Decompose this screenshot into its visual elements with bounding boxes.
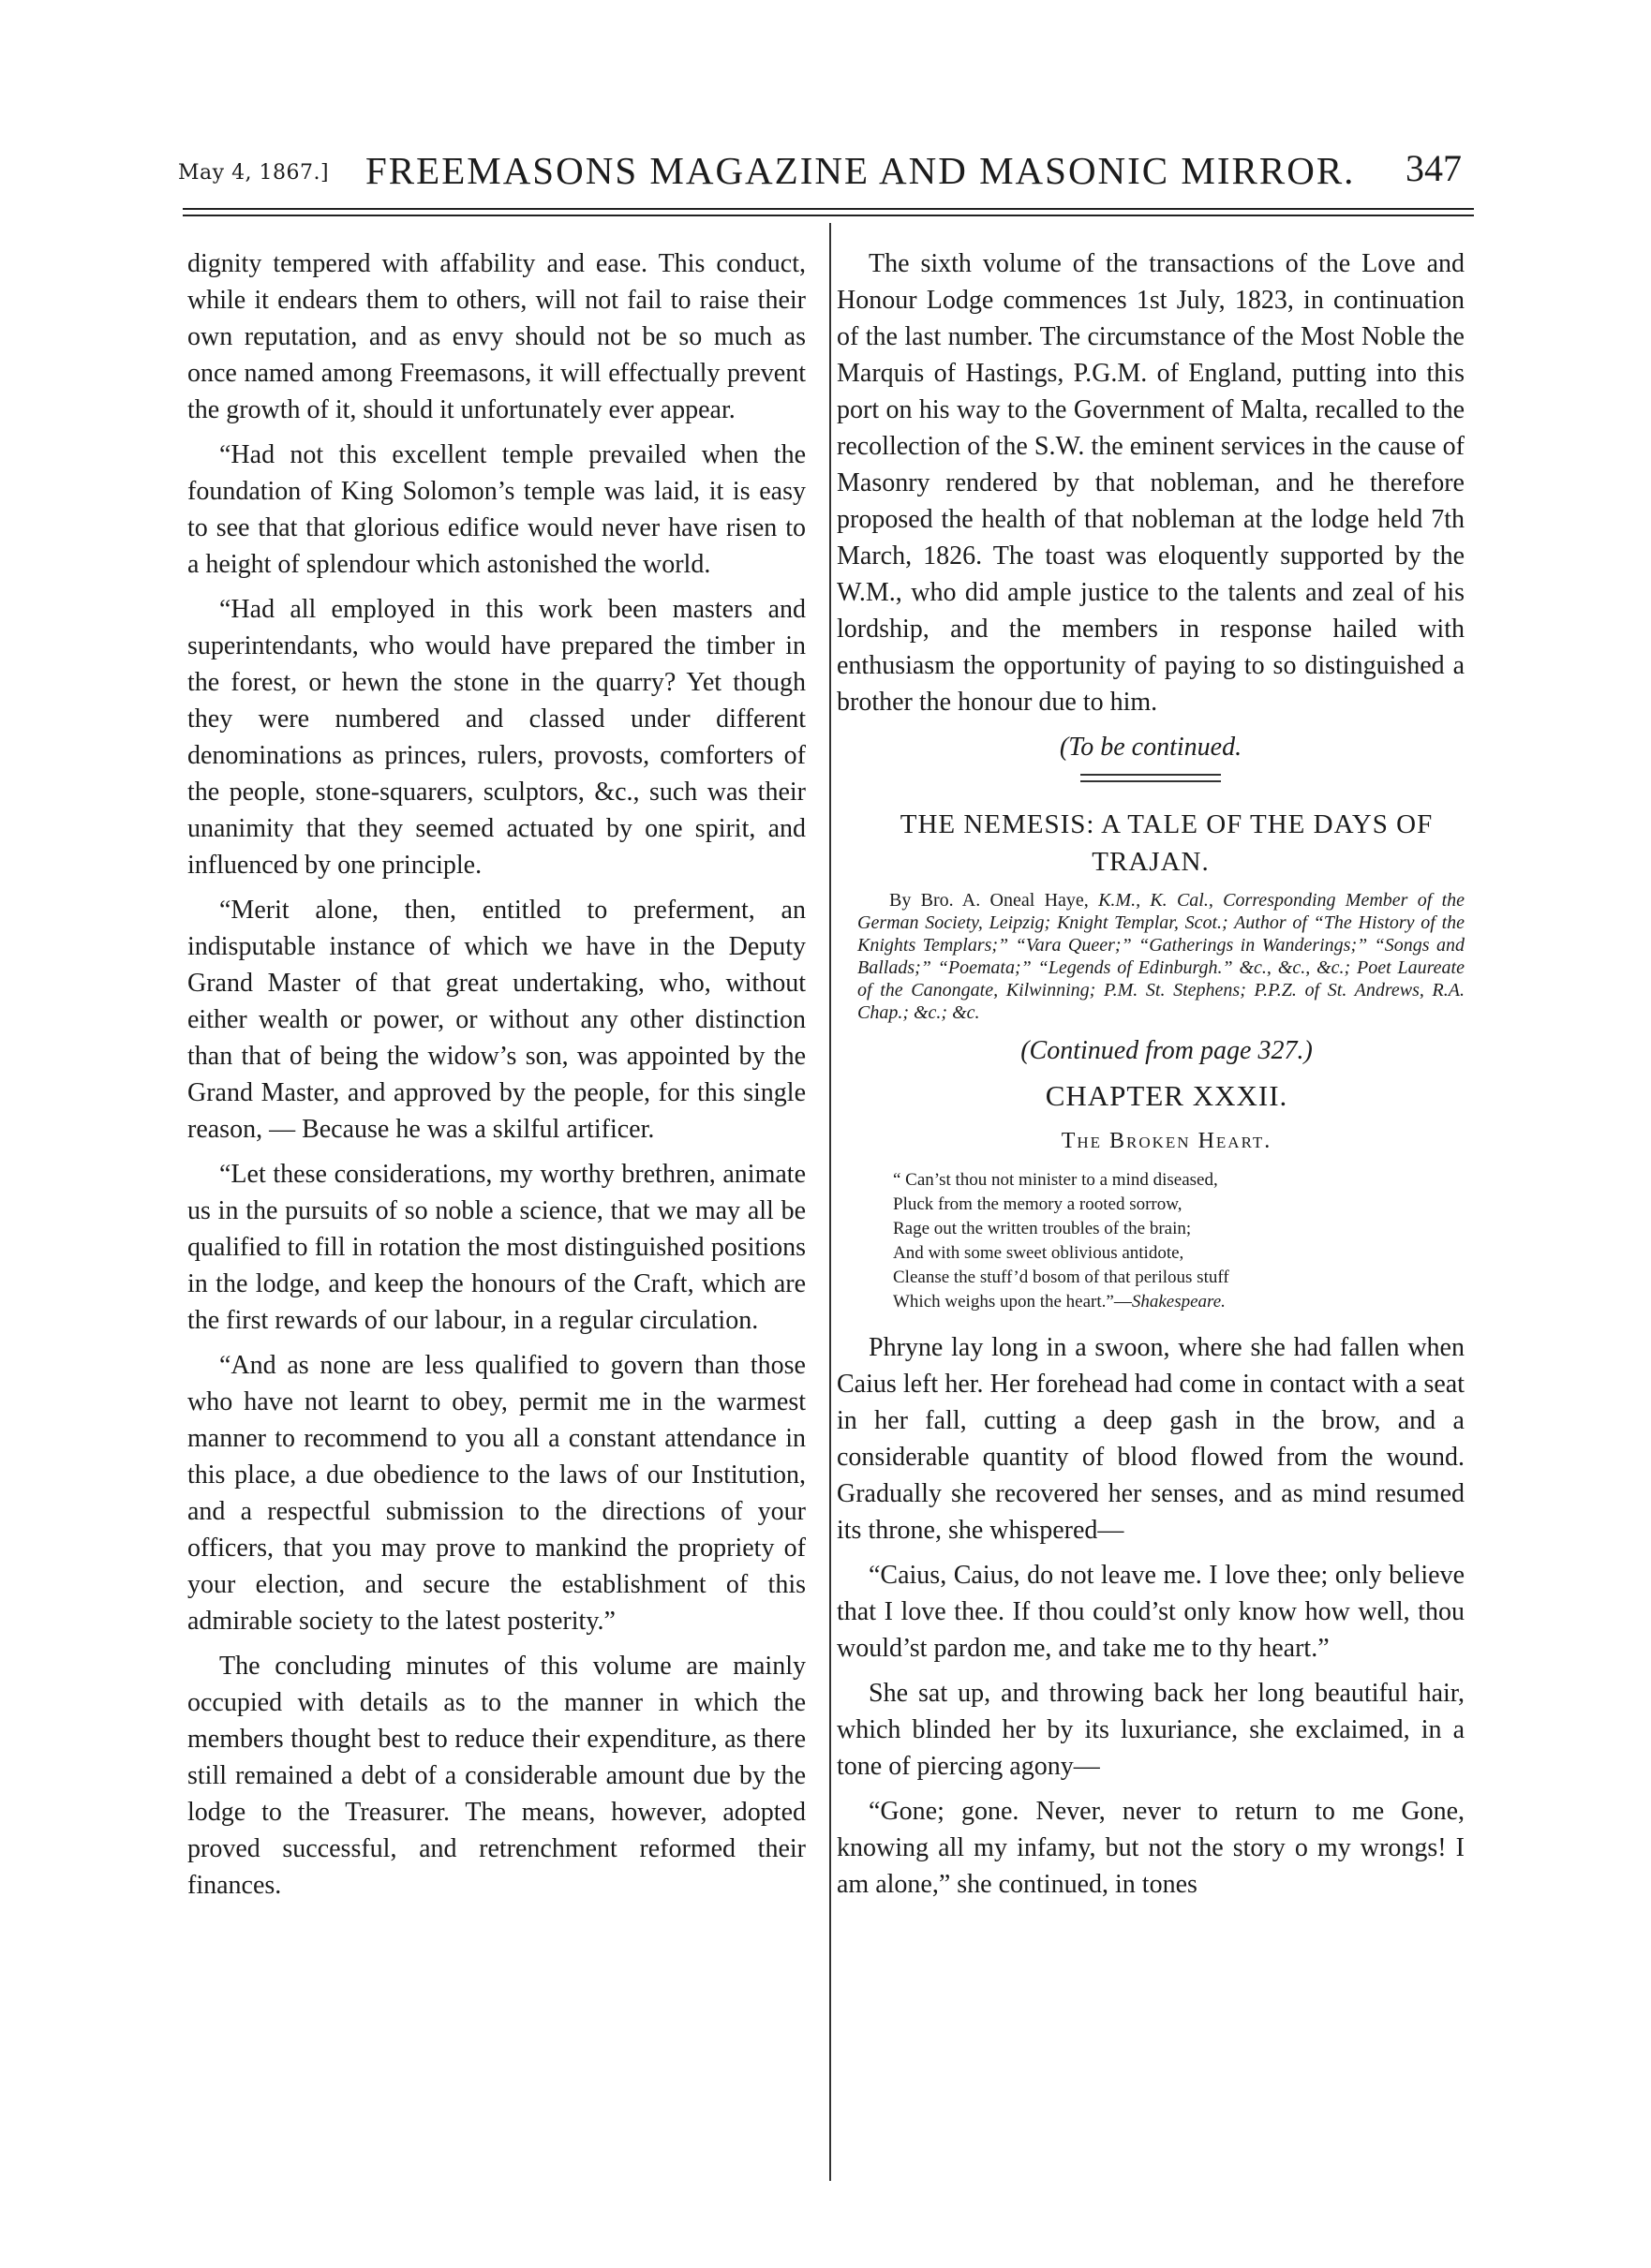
verse-line-final bbox=[893, 1290, 1465, 1314]
paragraph: “Merit alone, then, entitled to preferment, an indisputable instance of which we have in the Deputy Grand Master of that great undertaking, who, without either wealth or power, or without any other distinction than that of being the widow’s son, was appointed by the Grand Master, and approved by the people, for this single reason, — Because he was a skilful artificer. bbox=[187, 896, 806, 1144]
issue-date: May 4, 1867.] bbox=[178, 161, 330, 185]
byline-credentials: K.M., K. Cal., Corresponding Member of the German Society, Leipzig; Knight Templar, Scot.; Author of “The History of the Knights Templars;” “Vara Queer;” “Gatherings in Wanderings;” “Songs and Ballads;” “Poemata;” “Legends of Edinburgh.” &c., &c., &c.; Poet Laureate of the Canongate, Kilwinning; P.M. St. Stephens; P.P.Z. of St. Andrews, R.A. Chap.; &c.; &c. bbox=[857, 890, 1465, 1023]
right-column bbox=[837, 245, 1465, 1911]
header-rule-top bbox=[183, 208, 1474, 210]
paragraph: The concluding minutes of this volume are mainly occupied with details as to the manner in which the members thought best to reduce their expenditure, as there still remained a debt of a considerable amount due by the lodge to the Treasurer. The means, however, adopted proved successful, and retrenchment reformed their finances. bbox=[187, 1652, 806, 1900]
paragraph: Phryne lay long in a swoon, where she had fallen when Caius left her. Her forehead had come in contact with a seat in her fall, cutting a deep gash in the brow, and a considerable quantity of blood flowed from the wound. Gradually she recovered her senses, and as mind resumed its throne, she whispered— bbox=[837, 1333, 1465, 1545]
page-number: 347 bbox=[1406, 147, 1462, 189]
verse-line: “ Can’st thou not minister to a mind diseased, bbox=[893, 1170, 1218, 1190]
paragraph: “Gone; gone. Never, never to return to me Gone, knowing all my infamy, but not the story o my wrongs! I am alone,” she continued, in tones bbox=[837, 1797, 1465, 1899]
chapter-heading: CHAPTER XXXII. bbox=[1045, 1079, 1288, 1112]
verse-line: Cleanse the stuff’d bosom of that perilous stuff bbox=[893, 1267, 1229, 1287]
column-divider bbox=[829, 223, 831, 2181]
paragraph: “Caius, Caius, do not leave me. I love thee; only believe that I love thee. If thou could’st only know how well, thou would’st pardon me, and take me to thy heart.” bbox=[837, 1561, 1465, 1663]
paragraph: “Had not this excellent temple prevailed when the foundation of King Solomon’s temple was laid, it is easy to see that that glorious edifice would never have risen to a height of splendour which astonished the world. bbox=[187, 440, 806, 579]
page-header bbox=[178, 141, 1480, 197]
publication-title: FREEMASONS MAGAZINE AND MASONIC MIRROR. bbox=[365, 149, 1356, 192]
verse-line: Pluck from the memory a rooted sorrow, bbox=[893, 1194, 1182, 1214]
paragraph: dignity tempered with affability and ease. This conduct, while it endears them to others, will not fail to raise their own reputation, and as envy should not be so much as once named among Freemasons, it will effectually prevent the growth of it, should it unfortunately ever appear. bbox=[187, 249, 806, 424]
verse-line: Which weighs upon the heart.”— bbox=[893, 1292, 1132, 1312]
continued-from: (Continued from page 327.) bbox=[1020, 1036, 1313, 1065]
paragraph: “And as none are less qualified to govern than those who have not learnt to obey, permit me in the warmest manner to recommend to you all a constant attendance in this place, a due obedience to the laws of our Institution, and a respectful submission to the directions of your officers, that you may prove to mankind the propriety of your election, and secure the establishment of this admirable society to the latest posterity.” bbox=[187, 1351, 806, 1636]
verse-attribution: Shakespeare. bbox=[1131, 1292, 1226, 1312]
article-byline bbox=[837, 889, 1465, 1024]
article-title: THE NEMESIS: A TALE OF THE DAYS OF TRAJAN. bbox=[900, 809, 1434, 877]
chapter-title: The Broken Heart. bbox=[1061, 1129, 1272, 1153]
intro-paragraph: The sixth volume of the transactions of the Love and Honour Lodge commences 1st July, 1823, in continuation of the last number. The circumstance of the Most Noble the Marquis of Hastings, P.G.M. of England, putting into this port on his way to the Government of Malta, recalled to the recollection of the S.W. the eminent services in the cause of Masonry rendered by that nobleman, and he therefore proposed the health of that nobleman at the lodge held 7th March, 1826. The toast was eloquently supported by the W.M., who did ample justice to the talents and zeal of his lordship, and the members in response hailed with enthusiasm the opportunity of paying to so distinguished a brother the honour due to him. bbox=[837, 249, 1465, 717]
byline-author: By Bro. A. Oneal Haye, bbox=[889, 890, 1089, 911]
to-be-continued: (To be continued. bbox=[1059, 733, 1242, 762]
paragraph: She sat up, and throwing back her long beautiful hair, which blinded her by its luxuriance, she exclaimed, in a tone of piercing agony— bbox=[837, 1679, 1465, 1781]
section-divider bbox=[1080, 774, 1221, 787]
header-rule-bottom bbox=[183, 215, 1474, 216]
paragraph: “Had all employed in this work been masters and superintendants, who would have prepared the timber in the forest, or hewn the stone in the quarry? Yet though they were numbered and classed under different denominations as princes, rulers, provosts, comforters of the people, stone-squarers, sculptors, &c., such was their unanimity that they seemed actuated by one spirit, and influenced by one principle. bbox=[187, 595, 806, 880]
paragraph: “Let these considerations, my worthy brethren, animate us in the pursuits of so noble a science, that we may all be qualified to fill in rotation the most distinguished positions in the lodge, and keep the honours of the Craft, which are the first rewards of our labour, in a regular circulation. bbox=[187, 1160, 806, 1335]
verse-line: And with some sweet oblivious antidote, bbox=[893, 1243, 1184, 1263]
left-column bbox=[187, 245, 806, 1912]
epigraph-verse bbox=[837, 1168, 1465, 1314]
verse-line: Rage out the written troubles of the brain; bbox=[893, 1219, 1192, 1238]
